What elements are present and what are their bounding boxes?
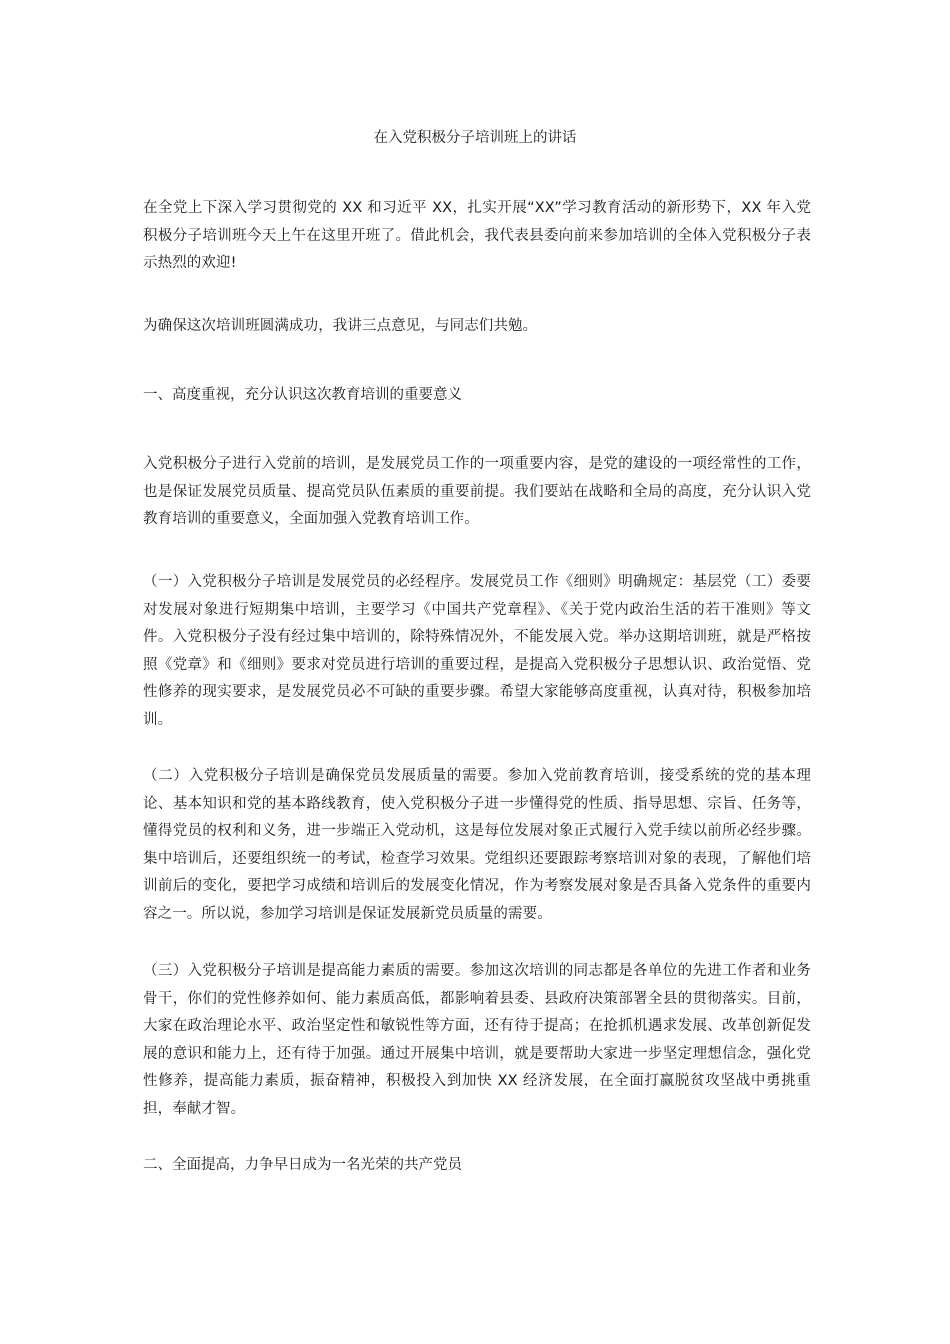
section-2-heading: 二、全面提高，力争早日成为一名光荣的共产党员: [143, 1157, 462, 1173]
intro-paragraph: 在全党上下深入学习贯彻党的 XX 和习近平 XX，扎实开展“XX”学习教育活动的新形势下，XX 年入党积极分子培训班今天上午在这里开班了。借此机会，我代表县委向前来参加培训的全体入党积极分子表示热烈的欢迎!: [143, 200, 811, 271]
point-1-paragraph: （一）入党积极分子培训是发展党员的必经程序。发展党员工作《细则》明确规定：基层党（工）委要对发展对象进行短期集中培训，主要学习《中国共产党章程》、《关于党内政治生活的若干准则》等文件。入党积极分子没有经过集中培训的，除特殊情况外，不能发展入党。举办这期培训班，就是严格按照《党章》和《细则》要求对党员进行培训的重要过程，是提高入党积极分子思想认识、政治觉悟、党性修养的现实要求，是发展党员必不可缺的重要步骤。希望大家能够高度重视，认真对待，积极参加培训。: [143, 574, 811, 728]
point-2-paragraph: （二）入党积极分子培训是确保党员发展质量的需要。参加入党前教育培训，接受系统的党的基本理论、基本知识和党的基本路线教育，使入党积极分子进一步懂得党的性质、指导思想、宗旨、任务等，懂得党员的权利和义务，进一步端正入党动机，这是每位发展对象正式履行入党手续以前所必经步骤。集中培训后，还要组织统一的考试，检查学习效果。党组织还要跟踪考察培训对象的表现，了解他们培训前后的变化，要把学习成绩和培训后的发展变化情况，作为考察发展对象是否具备入党条件的重要内容之一。所以说，参加学习培训是保证发展新党员质量的需要。: [143, 768, 811, 922]
point-3-paragraph: （三）入党积极分子培训是提高能力素质的需要。参加这次培训的同志都是各单位的先进工作者和业务骨干，你们的党性修养如何、能力素质高低，都影响着县委、县政府决策部署全县的贯彻落实。目前，大家在政治理论水平、政治坚定性和敏锐性等方面，还有待于提高；在抢抓机遇求发展、改革创新促发展的意识和能力上，还有待于加强。通过开展集中培训，就是要帮助大家进一步坚定理想信念，强化党性修养，提高能力素质，振奋精神，积极投入到加快 XX 经济发展，在全面打赢脱贫攻坚战中勇挑重担，奉献才智。: [143, 963, 811, 1117]
section-1-heading: 一、高度重视，充分认识这次教育培训的重要意义: [143, 387, 462, 403]
document-title: 在入党积极分子培训班上的讲话: [373, 130, 577, 146]
opening-paragraph: 为确保这次培训班圆满成功，我讲三点意见，与同志们共勉。: [143, 318, 538, 334]
section-1-body: 入党积极分子进行入党前的培训，是发展党员工作的一项重要内容，是党的建设的一项经常性的工作，也是保证发展党员质量、提高党员队伍素质的重要前提。我们要站在战略和全局的高度，充分认识入党教育培训的重要意义，全面加强入党教育培训工作。: [143, 456, 811, 527]
